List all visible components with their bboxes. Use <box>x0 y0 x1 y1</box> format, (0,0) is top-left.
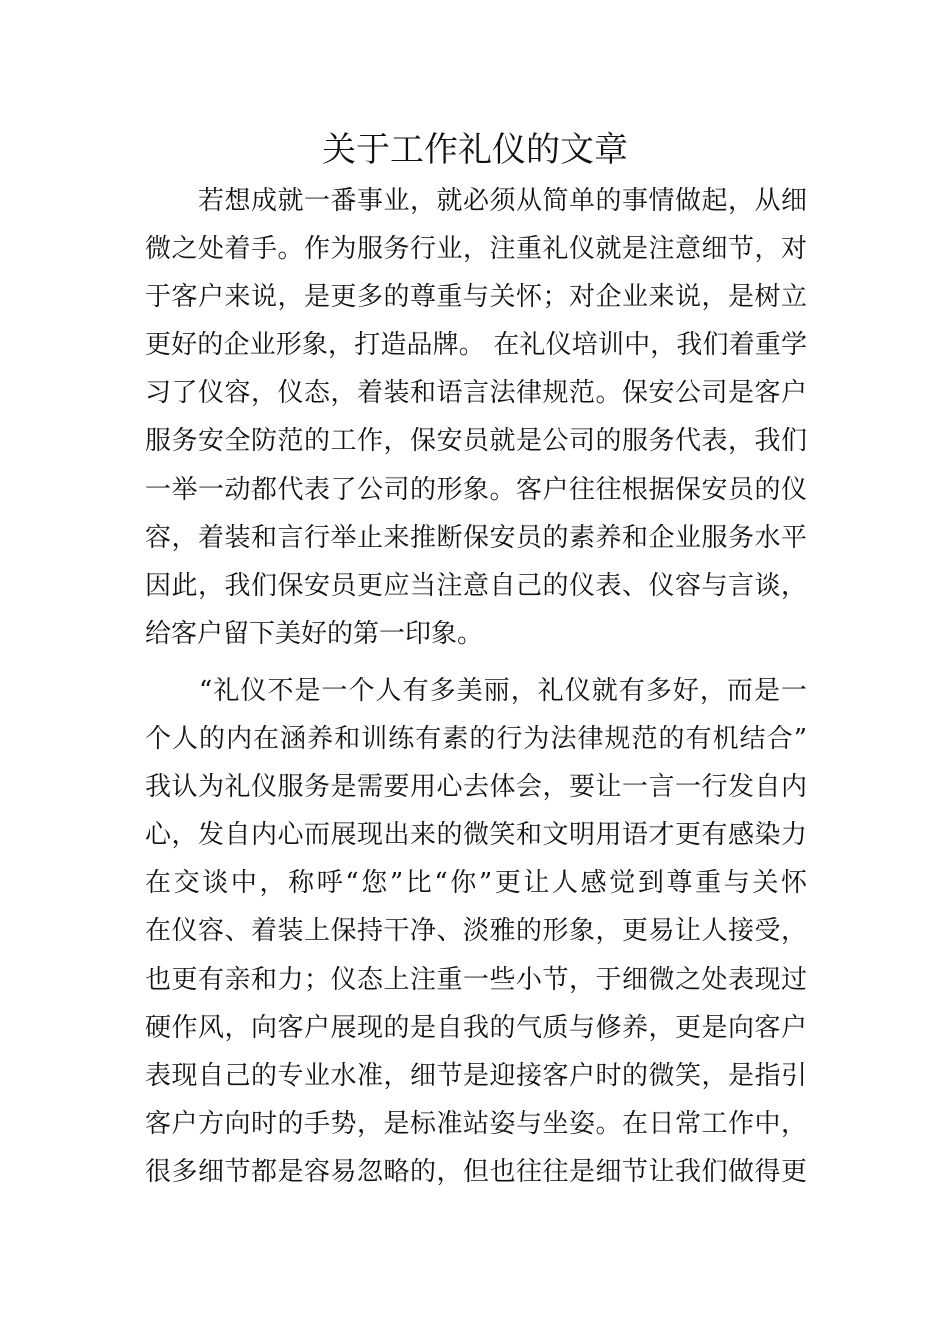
paragraph-line: 服务安全防范的工作，保安员就是公司的服务代表，我们 <box>145 426 807 457</box>
paragraph-spacing <box>145 658 807 667</box>
paragraph-line: 于客户来说，是更多的尊重与关怀；对企业来说，是树立 <box>145 282 807 313</box>
paragraph-line: 给客户留下美好的第一印象。 <box>145 618 484 649</box>
paragraph-line: 一举一动都代表了公司的形象。客户往往根据保安员的仪 <box>145 474 807 505</box>
paragraph-line: 因此，我们保安员更应当注意自己的仪表、仪容与言谈， <box>145 570 807 601</box>
paragraph-line: 很多细节都是容易忽略的，但也往往是细节让我们做得更 <box>145 1156 807 1187</box>
paragraph-2 <box>145 667 807 1196</box>
paragraph-line: 更好的企业形象，打造品牌。 在礼仪培训中，我们着重学 <box>145 330 807 361</box>
paragraph-line: 习了仪容，仪态，着装和语言法律规范。保安公司是客户 <box>145 378 807 409</box>
paragraph-line: 在仪容、着装上保持干净、淡雅的形象，更易让人接受， <box>145 916 807 947</box>
paragraph-line: 也更有亲和力；仪态上注重一些小节，于细微之处表现过 <box>145 964 807 995</box>
paragraph-line: 客户方向时的手势，是标准站姿与坐姿。在日常工作中， <box>145 1108 807 1139</box>
document-body <box>145 177 807 1196</box>
paragraph-line: 心，发自内心而展现出来的微笑和文明用语才更有感染力 <box>145 820 807 851</box>
paragraph-line: 容，着装和言行举止来推断保安员的素养和企业服务水平 <box>145 522 807 553</box>
paragraph-line: 表现自己的专业水准，细节是迎接客户时的微笑，是指引 <box>145 1060 807 1091</box>
paragraph-line: 硬作风，向客户展现的是自我的气质与修养，更是向客户 <box>145 1012 807 1043</box>
document-title: 关于工作礼仪的文章 <box>322 130 628 170</box>
paragraph-line: 微之处着手。作为服务行业，注重礼仪就是注意细节，对 <box>145 234 807 265</box>
paragraph-line: 我认为礼仪服务是需要用心去体会，要让一言一行发自内 <box>145 772 807 803</box>
paragraph-line: “礼仪不是一个人有多美丽，礼仪就有多好，而是一 <box>145 675 807 706</box>
paragraph-line: 个人的内在涵养和训练有素的行为法律规范的有机结合” <box>145 724 807 755</box>
paragraph-line: 在交谈中，称呼“您”比“你”更让人感觉到尊重与关怀 <box>145 868 807 899</box>
paragraph-line: 若想成就一番事业，就必须从简单的事情做起，从细 <box>145 186 807 216</box>
paragraph-1 <box>145 177 807 658</box>
